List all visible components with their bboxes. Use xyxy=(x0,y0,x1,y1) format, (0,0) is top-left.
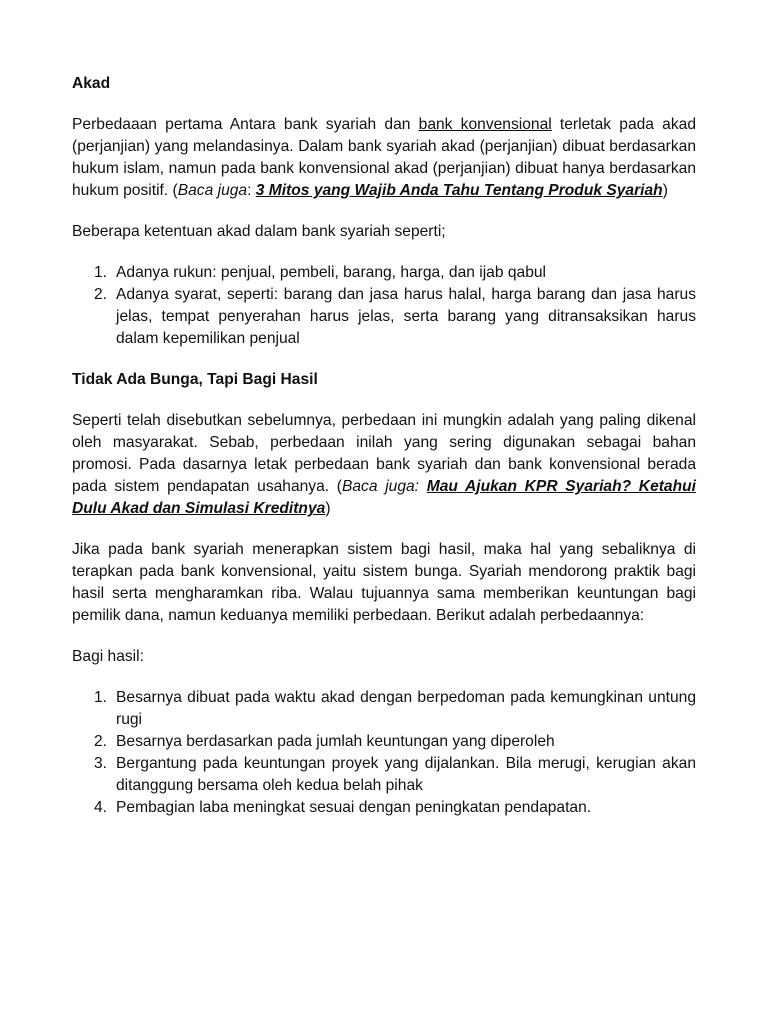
paragraph-bunga-intro xyxy=(72,410,696,520)
list-number: 1. xyxy=(94,689,108,706)
list-number: 4. xyxy=(94,799,108,816)
baca-juga-label: Baca juga: xyxy=(341,478,420,495)
section-heading-akad: Akad xyxy=(72,75,111,92)
paragraph-text: ) xyxy=(662,182,668,199)
paragraph-text: terletak pada akad (perjanjian) yang melandasinya. Dalam bank syariah akad (perjanjian) dibuat berdasarkan hukum islam, namun pada bank konvensional akad (perjanjian) dibuat hanya berdasarkan hukum positif. ( xyxy=(72,116,697,199)
list-item xyxy=(72,731,696,753)
list-item xyxy=(72,797,696,819)
link-3-mitos-produk-syariah[interactable]: 3 Mitos yang Wajib Anda Tahu Tentang Produk Syariah xyxy=(255,182,663,199)
list-number: 2. xyxy=(94,286,108,303)
list-item-text: Bergantung pada keuntungan proyek yang dijalankan. Bila merugi, kerugian akan ditanggung bersama oleh kedua belah pihak xyxy=(116,755,696,794)
list-item-text: Adanya rukun: penjual, pembeli, barang, harga, dan ijab qabul xyxy=(116,264,547,281)
paragraph-text: Perbedaaan pertama Antara bank syariah dan xyxy=(72,116,419,133)
list-number: 3. xyxy=(94,755,108,772)
paragraph-text: ) xyxy=(325,500,331,517)
link-kpr-syariah[interactable]: Mau Ajukan KPR Syariah? Ketahui Dulu Akad dan Simulasi Kreditnya xyxy=(72,478,696,517)
list-number: 2. xyxy=(94,733,108,750)
paragraph-akad-intro xyxy=(72,114,696,202)
paragraph-text xyxy=(419,478,427,495)
document-page xyxy=(72,73,696,819)
paragraph-text: : xyxy=(247,182,256,199)
list-item-text: Pembagian laba meningkat sesuai dengan peningkatan pendapatan. xyxy=(116,799,592,816)
list-item xyxy=(72,687,696,731)
list-item xyxy=(72,262,696,284)
list-bagi-hasil xyxy=(72,687,696,819)
paragraph-ketentuan-akad: Beberapa ketentuan akad dalam bank syariah seperti; xyxy=(72,223,446,240)
paragraph-text: Seperti telah disebutkan sebelumnya, perbedaan ini mungkin adalah yang paling dikenal oleh masyarakat. Sebab, perbedaan inilah yang sering digunakan sebagai bahan promosi. Pada dasarnya letak perbedaan bank syariah dan bank konvensional berada pada sistem pendapatan usahanya. ( xyxy=(72,412,696,495)
list-number: 1. xyxy=(94,264,108,281)
list-item-text: Besarnya dibuat pada waktu akad dengan berpedoman pada kemungkinan untung rugi xyxy=(116,689,696,728)
list-item-text: Besarnya berdasarkan pada jumlah keuntungan yang diperoleh xyxy=(116,733,555,750)
paragraph-bagi-hasil-label: Bagi hasil: xyxy=(72,648,144,665)
list-item xyxy=(72,753,696,797)
list-item-text: Adanya syarat, seperti: barang dan jasa harus halal, harga barang dan jasa harus jelas, tempat penyerahan harus jelas, serta barang yang ditransaksikan harus dalam kepemilikan penjual xyxy=(116,286,696,347)
paragraph-sistem-bagi-hasil: Jika pada bank syariah menerapkan sistem bagi hasil, maka hal yang sebaliknya di terapkan pada bank konvensional, yaitu sistem bunga. Syariah mendorong praktik bagi hasil serta mengharamkan riba. Walau tujuannya sama memberikan keuntungan bagi pemilik dana, namun keduanya memiliki perbedaan. Berikut adalah perbedaannya: xyxy=(72,541,696,624)
baca-juga-label: Baca juga xyxy=(177,182,248,199)
link-bank-konvensional[interactable]: bank konvensional xyxy=(418,116,552,133)
list-ketentuan-akad xyxy=(72,262,696,350)
section-heading-bagi-hasil: Tidak Ada Bunga, Tapi Bagi Hasil xyxy=(72,371,318,388)
list-item xyxy=(72,284,696,350)
